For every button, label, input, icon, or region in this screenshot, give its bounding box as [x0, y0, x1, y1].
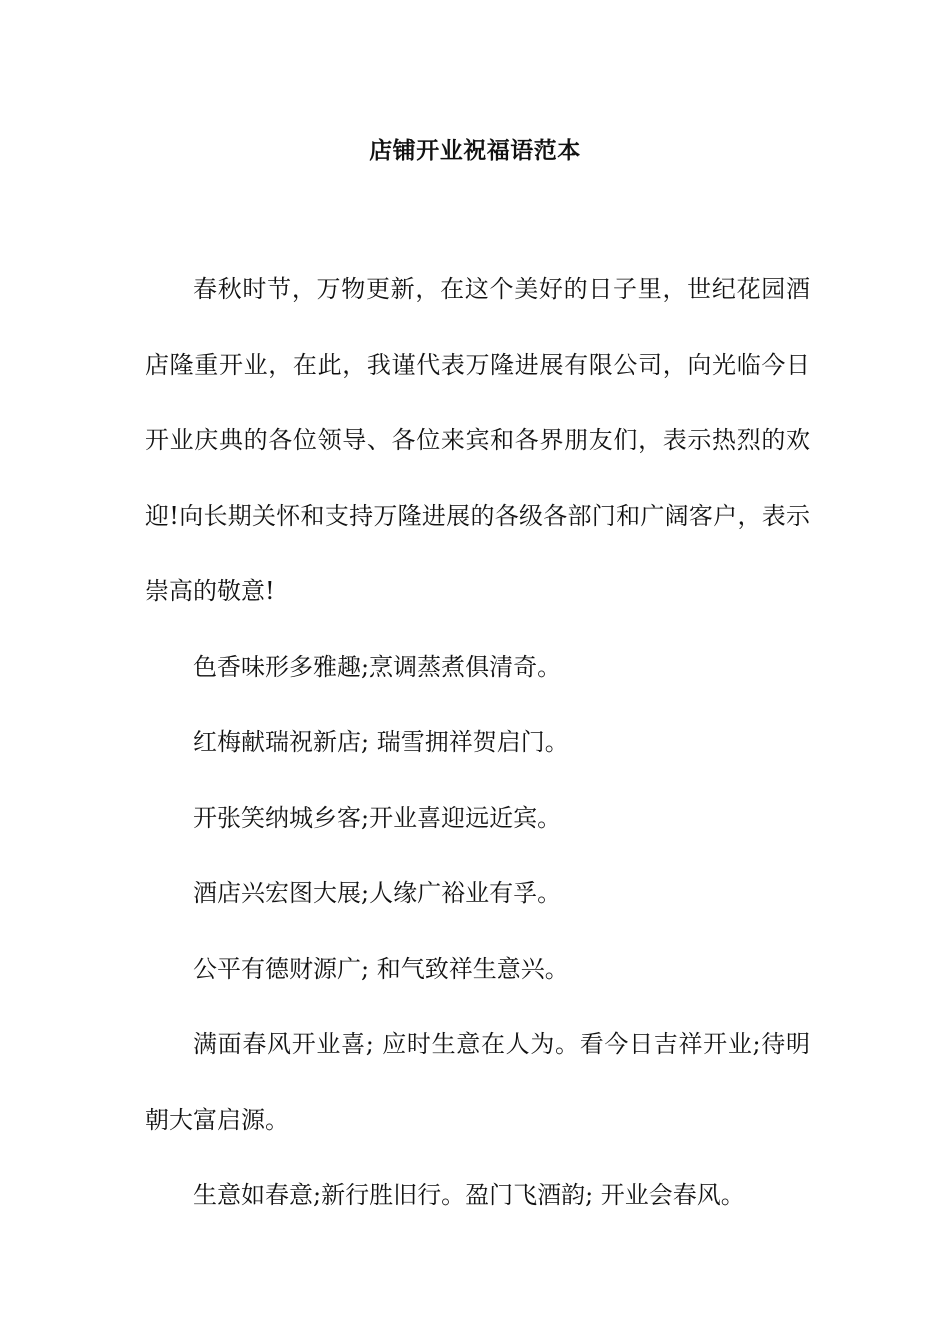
document-body: [145, 252, 810, 1234]
blessing-line-4: 酒店兴宏图大展;人缘广裕业有孚。: [193, 879, 562, 907]
blessing-line-2: 红梅献瑞祝新店; 瑞雪拥祥贺启门。: [193, 728, 569, 756]
intro-paragraph: 春秋时节，万物更新，在这个美好的日子里，世纪花园酒店隆重开业，在此，我谨代表万隆进展有限公司，向光临今日开业庆典的各位领导、各位来宾和各界朋友们，表示热烈的欢迎!向长期关怀和支持万隆进展的各级各部门和广阔客户，表示崇高的敬意!: [145, 275, 810, 605]
blessing-line-6: 满面春风开业喜; 应时生意在人为。看今日吉祥开业;待明朝大富启源。: [145, 1030, 810, 1134]
blessing-line-5: 公平有德财源广; 和气致祥生意兴。: [193, 954, 569, 983]
blessing-line-1: 色香味形多雅趣;烹调蒸煮俱清奇。: [193, 652, 562, 681]
blessing-line-7: 生意如春意;新行胜旧行。盈门飞酒韵; 开业会春风。: [193, 1181, 745, 1209]
document-title: 店铺开业祝福语范本: [369, 137, 581, 164]
blessing-line-3: 开张笑纳城乡客;开业喜迎远近宾。: [193, 803, 562, 832]
